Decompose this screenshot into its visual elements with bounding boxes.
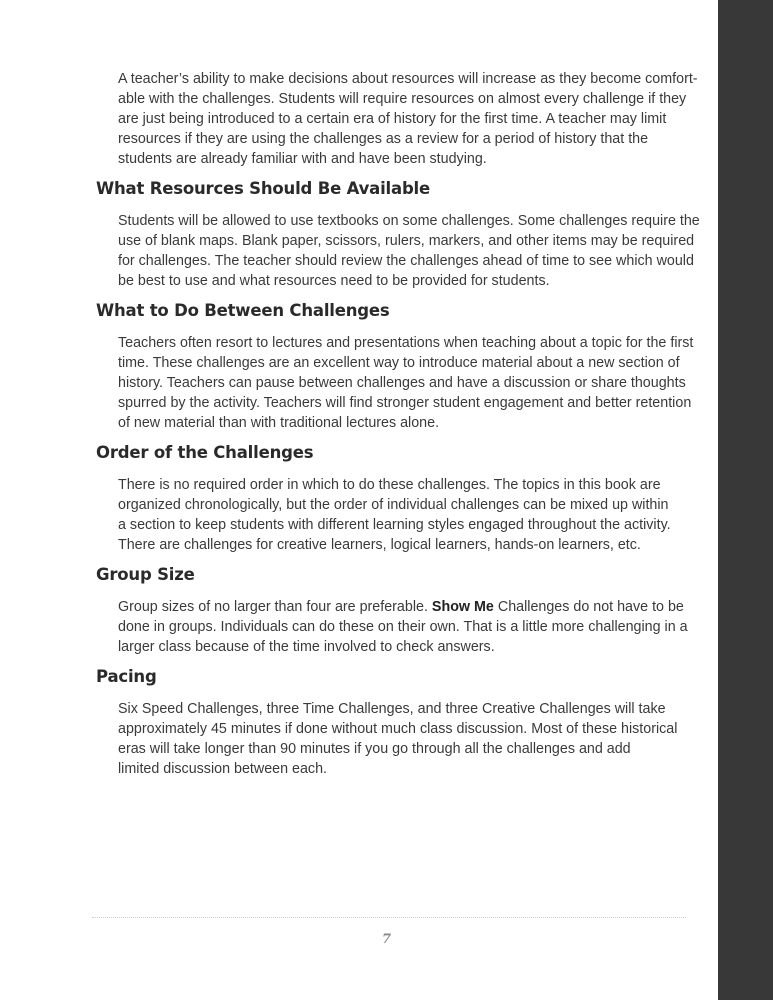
text-line: use of blank maps. Blank paper, scissors, rulers, markers, and other items may be required (118, 233, 695, 249)
text-line: time. These challenges are an excellent way to introduce material about a new section of (118, 355, 680, 371)
page-number (0, 932, 773, 947)
section-heading-pacing: Pacing (96, 667, 157, 686)
text-line: for challenges. The teacher should review the challenges ahead of time to see which would (118, 253, 694, 269)
text-line: are just being introduced to a certain era of history for the first time. A teacher may limit (118, 111, 667, 127)
text-line: Six Speed Challenges, three Time Challenges, and three Creative Challenges will take (118, 701, 666, 717)
text-line: students are already familiar with and have been studying. (118, 151, 487, 167)
resources-paragraph (96, 211, 711, 291)
text-line: resources if they are using the challenges as a review for a period of history that the (118, 131, 649, 147)
section-heading-resources: What Resources Should Be Available (96, 179, 430, 198)
text-line: limited discussion between each. (118, 761, 328, 777)
page-edge-bar (718, 0, 773, 1000)
text-line: organized chronologically, but the order of individual challenges can be mixed up within (118, 497, 669, 513)
text-line: a section to keep students with different learning styles engaged throughout the activity. (118, 517, 671, 533)
text-line: done in groups. Individuals can do these on their own. That is a little more challenging in a (118, 619, 688, 635)
text-line: Students will be allowed to use textbooks on some challenges. Some challenges require the (118, 213, 700, 229)
text-line: spurred by the activity. Teachers will find stronger student engagement and better retention (118, 395, 692, 411)
text-line: eras will take longer than 90 minutes if you go through all the challenges and add (118, 741, 631, 757)
text-line: history. Teachers can pause between challenges and have a discussion or share thoughts (118, 375, 686, 391)
text-line: larger class because of the time involved to check answers. (118, 639, 495, 655)
between-paragraph (96, 333, 711, 433)
page-number-text: 7 (381, 932, 392, 947)
text-line (118, 597, 711, 617)
text-line: Teachers often resort to lectures and presentations when teaching about a topic for the first (118, 335, 694, 351)
text-line: of new material than with traditional lectures alone. (118, 415, 440, 431)
section-heading-group-size: Group Size (96, 565, 195, 584)
section-heading-order: Order of the Challenges (96, 443, 314, 462)
intro-paragraph (96, 69, 711, 169)
text-line: approximately 45 minutes if done without much class discussion. Most of these historical (118, 721, 678, 737)
order-paragraph (96, 475, 711, 555)
group-size-paragraph (96, 597, 711, 657)
page-body (96, 69, 711, 779)
text-line: able with the challenges. Students will require resources on almost every challenge if they (118, 91, 687, 107)
footer-divider (92, 917, 686, 918)
text-line: There is no required order in which to do these challenges. The topics in this book are (118, 477, 661, 493)
text-line: be best to use and what resources need to be provided for students. (118, 273, 550, 289)
pacing-paragraph (96, 699, 711, 779)
text-segment: Group sizes of no larger than four are preferable. (118, 599, 432, 615)
section-heading-between: What to Do Between Challenges (96, 301, 390, 320)
text-segment: Challenges do not have to be (493, 599, 684, 615)
text-line: There are challenges for creative learners, logical learners, hands-on learners, etc. (118, 537, 641, 553)
text-line: A teacher’s ability to make decisions about resources will increase as they become comfort- (118, 71, 698, 87)
show-me-emphasis: Show Me (431, 599, 494, 615)
